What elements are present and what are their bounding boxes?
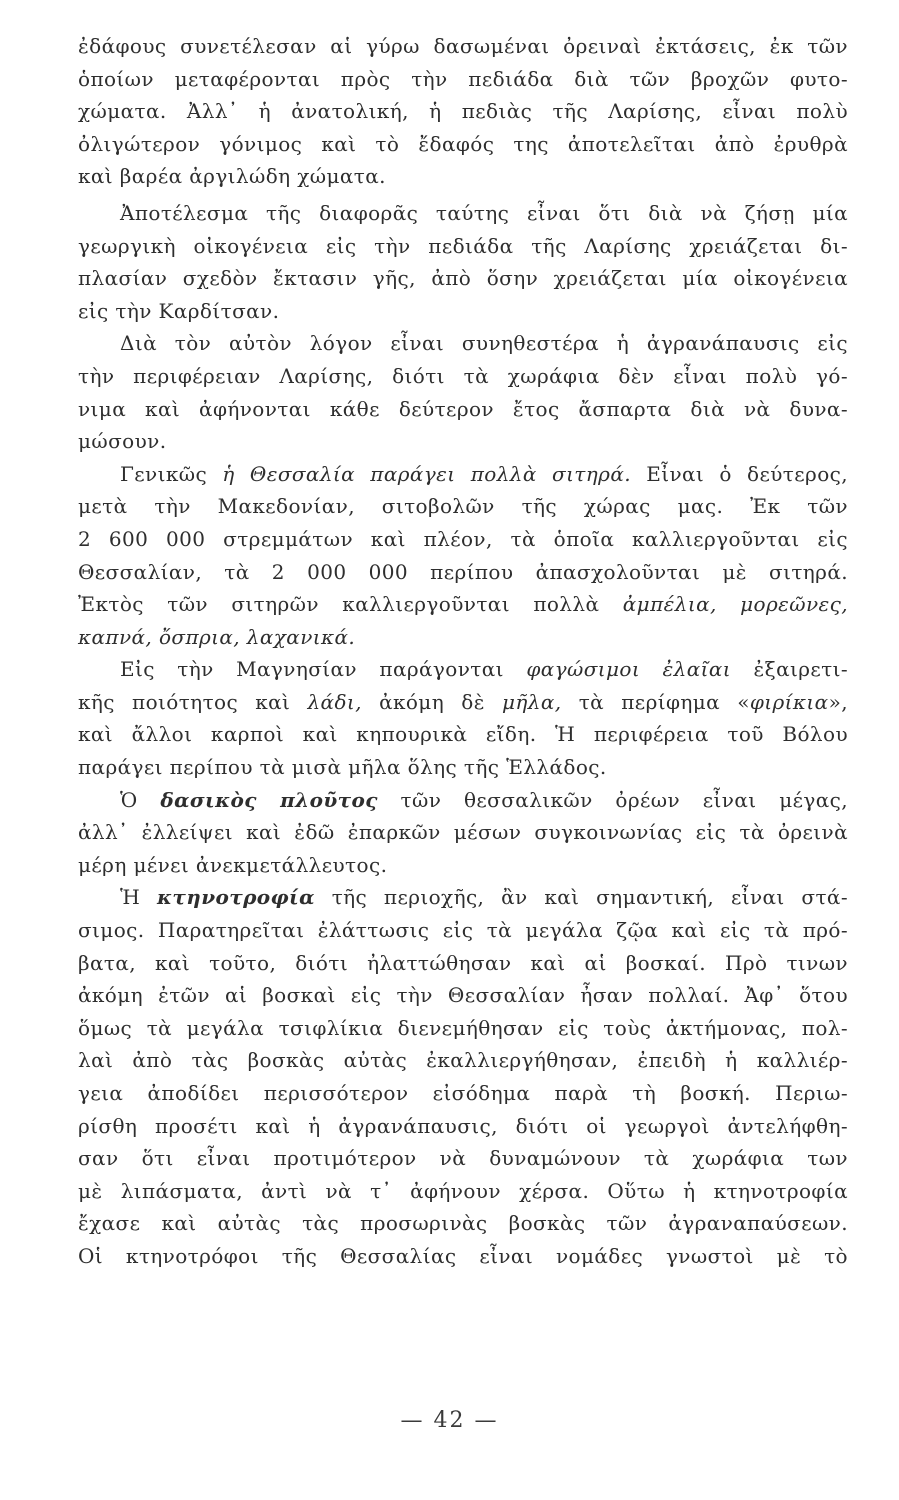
text-line: καὶ βαρέα ἀργιλώδη χώματα.	[78, 164, 386, 189]
text-line: σιμος. Παρατηρεῖται ἐλάττωσις εἰς τὰ μεγάλα ζῷα καὶ εἰς τὰ πρό-	[78, 918, 848, 943]
text-line: μετὰ τὴν Μακεδονίαν, σιτοβολῶν τῆς χώρας μας. Ἐκ τῶν	[78, 494, 848, 519]
text-line: μὲ λιπάσματα, ἀντὶ νὰ τ᾽ ἀφήνουν χέρσα. Οὕτω ἡ κτηνοτροφία	[78, 1178, 848, 1203]
text-line	[78, 458, 848, 491]
text-line	[78, 881, 848, 914]
text-line: λαὶ ἀπὸ τὰς βοσκὰς αὐτὰς ἐκαλλιεργήθησαν, ἐπειδὴ ἡ καλλιέρ-	[78, 1048, 848, 1073]
text-line: πλασίαν σχεδὸν ἔκτασιν γῆς, ἀπὸ ὅσην χρειάζεται μία οἰκογένεια	[78, 266, 848, 291]
text-run: τὰ περίφημα «	[578, 689, 750, 714]
text-line: ἔχασε καὶ αὐτὰς τὰς προσωρινὰς βοσκὰς τῶν ἀγραναπαύσεων.	[78, 1211, 848, 1236]
text-run: Εἰς τὴν Μαγνησίαν παράγονται	[120, 657, 504, 682]
text-line	[78, 784, 848, 817]
text-line: Διὰ τὸν αὐτὸν λόγον εἶναι συνηθεστέρα ἡ ἀγρανάπαυσις εἰς	[120, 331, 848, 356]
text-line: ὁποίων μεταφέρονται πρὸς τὴν πεδιάδα διὰ τῶν βροχῶν φυτο-	[78, 66, 848, 91]
italic-phrase: φαγώσιμοι ἐλαῖαι	[526, 657, 732, 682]
text-run: τῆς περιοχῆς, ἂν καὶ σημαντική, εἶναι στά-	[331, 885, 849, 910]
text-run: ἀκόμη δὲ	[379, 689, 485, 714]
text-line: χώματα. Ἀλλ᾽ ἡ ἀνατολική, ἡ πεδιὰς τῆς Λαρίσης, εἶναι πολὺ	[78, 99, 848, 124]
page-body	[78, 30, 848, 1273]
text-line: τὴν περιφέρειαν Λαρίσης, διότι τὰ χωράφια δὲν εἶναι πολὺ γό-	[78, 363, 848, 388]
text-run: Ἡ	[120, 885, 141, 910]
text-line: γεωργικὴ οἰκογένεια εἰς τὴν πεδιάδα τῆς Λαρίσης χρειάζεται δι-	[78, 233, 848, 258]
bold-italic-phrase: κτηνοτροφία	[157, 885, 315, 910]
text-line	[78, 621, 848, 654]
text-line: παράγει περίπου τὰ μισὰ μῆλα ὅλης τῆς Ἑλλάδος.	[78, 755, 607, 780]
text-run: Εἶναι ὁ δεύτερος,	[646, 461, 848, 486]
text-line: νιμα καὶ ἀφήνονται κάθε δεύτερον ἔτος ἄσπαρτα διὰ νὰ δυνα-	[78, 396, 848, 421]
text-line: μέρη μένει ἀνεκμετάλλευτος.	[78, 852, 388, 877]
italic-phrase: καπνά, ὄσπρια, λαχανικά.	[78, 624, 356, 649]
text-line: σαν ὅτι εἶναι προτιμότερον νὰ δυναμώνουν τὰ χωράφια των	[78, 1146, 848, 1171]
italic-phrase: ἡ Θεσσαλία παράγει πολλὰ σιτηρά.	[222, 461, 631, 486]
text-line: ἀκόμη ἐτῶν αἱ βοσκαὶ εἰς τὴν Θεσσαλίαν ἦσαν πολλαί. Ἀφ᾽ ὅτου	[78, 983, 848, 1008]
italic-phrase: ἀμπέλια, μορεῶνες,	[622, 592, 848, 617]
text-line: Ἀποτέλεσμα τῆς διαφορᾶς ταύτης εἶναι ὅτι διὰ νὰ ζήσῃ μία	[120, 200, 848, 225]
text-line	[78, 588, 848, 621]
bold-italic-phrase: δασικὸς πλοῦτος	[160, 787, 378, 812]
page-number: — 42 —	[400, 1408, 499, 1433]
text-run: κῆς ποιότητος καὶ	[78, 689, 291, 714]
text-line: ἀλλ᾽ ἐλλείψει καὶ ἐδῶ ἐπαρκῶν μέσων συγκοινωνίας εἰς τὰ ὀρεινὰ	[78, 820, 848, 845]
text-run: τῶν θεσσαλικῶν ὀρέων εἶναι μέγας,	[400, 787, 848, 812]
text-line: Οἱ κτηνοτρόφοι τῆς Θεσσαλίας εἶναι νομάδες γνωστοὶ μὲ τὸ	[78, 1243, 848, 1268]
text-line: γεια ἀποδίδει περισσότερον εἰσόδημα παρὰ τὴ βοσκή. Περιω-	[78, 1081, 848, 1105]
text-run: Ὁ	[120, 787, 138, 812]
text-run: »,	[828, 689, 848, 714]
text-line	[78, 686, 848, 719]
text-run: Γενικῶς	[120, 461, 208, 486]
text-line: ρίσθη προσέτι καὶ ἡ ἀγρανάπαυσις, διότι οἱ γεωργοὶ ἀντελήφθη-	[78, 1113, 848, 1138]
text-line: Θεσσαλίαν, τὰ 2 000 000 περίπου ἀπασχολοῦνται μὲ σιτηρά.	[78, 559, 848, 584]
text-line: εἰς τὴν Καρδίτσαν.	[78, 298, 280, 323]
text-line: 2 600 000 στρεμμάτων καὶ πλέον, τὰ ὁποῖα καλλιεργοῦνται εἰς	[78, 526, 848, 551]
text-line: μώσουν.	[78, 429, 167, 454]
italic-phrase: λάδι,	[307, 689, 362, 714]
italic-phrase: φιρίκια	[749, 689, 829, 714]
text-line	[78, 653, 848, 686]
italic-phrase: μῆλα,	[502, 689, 562, 714]
text-line: ἐδάφους συνετέλεσαν αἱ γύρω δασωμέναι ὀρειναὶ ἐκτάσεις, ἐκ τῶν	[78, 34, 848, 58]
text-line: βατα, καὶ τοῦτο, διότι ἠλαττώθησαν καὶ αἱ βοσκαί. Πρὸ τινων	[78, 950, 848, 975]
text-line: ὅμως τὰ μεγάλα τσιφλίκια διενεμήθησαν εἰς τοὺς ἀκτήμονας, πολ-	[78, 1015, 848, 1040]
text-run: ἐξαιρετι-	[753, 657, 848, 682]
text-line: καὶ ἄλλοι καρποὶ καὶ κηπουρικὰ εἴδη. Ἡ περιφέρεια τοῦ Βόλου	[78, 722, 848, 747]
text-line: ὀλιγώτερον γόνιμος καὶ τὸ ἔδαφός της ἀποτελεῖται ἀπὸ ἐρυθρὰ	[78, 131, 848, 156]
text-run: Ἐκτὸς τῶν σιτηρῶν καλλιεργοῦνται πολλὰ	[78, 592, 600, 617]
